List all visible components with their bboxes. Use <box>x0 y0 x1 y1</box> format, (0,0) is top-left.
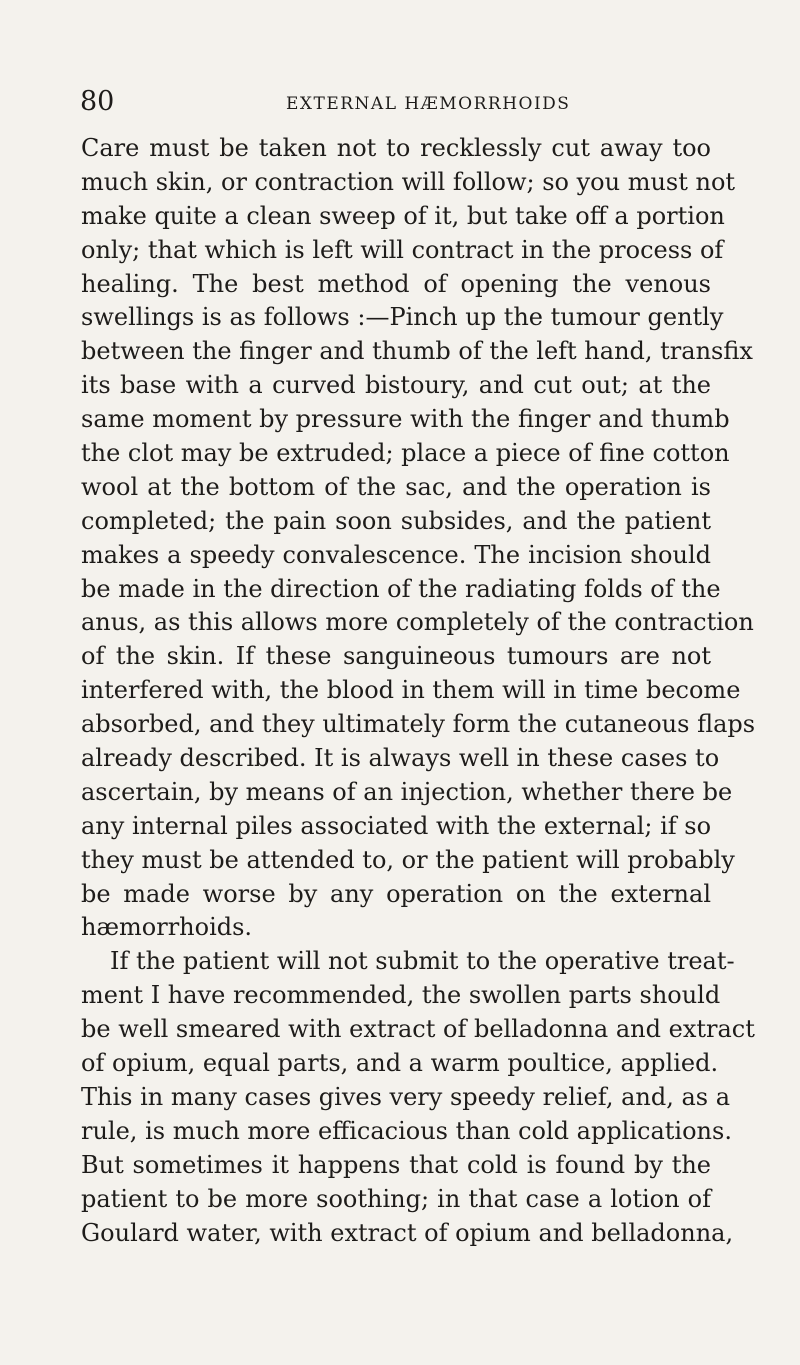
text-line: Care must be taken not to recklessly cut away too <box>81 134 711 162</box>
text-line: same moment by pressure with the finger and thumb <box>81 405 730 434</box>
body-text <box>81 132 756 1250</box>
text-line: any internal piles associated with the external; if so <box>81 811 712 840</box>
text-line: they must be attended to, or the patient will probably <box>81 845 735 874</box>
text-line: its base with a curved bistoury, and cut out; at the <box>81 371 711 400</box>
text-line: healing. The best method of opening the venous <box>81 269 711 298</box>
text-line: But sometimes it happens that cold is found by the <box>81 1150 711 1179</box>
text-line: If the patient will not submit to the operative treat- <box>110 947 735 976</box>
text-line: completed; the pain soon subsides, and the patient <box>81 506 711 535</box>
text-line: patient to be more soothing; in that case a lotion of <box>81 1184 711 1213</box>
text-line: interfered with, the blood in them will in time become <box>81 676 741 705</box>
text-line: anus, as this allows more completely of the contraction <box>81 608 754 637</box>
text-line: make quite a clean sweep of it, but take off a portion <box>81 201 725 230</box>
text-line: Goulard water, with extract of opium and belladonna, <box>81 1218 734 1247</box>
text-line: ment I have recommended, the swollen parts should <box>81 981 721 1010</box>
text-line: much skin, or contraction will follow; so you must not <box>81 167 736 196</box>
text-line: be made worse by any operation on the external <box>81 879 711 908</box>
text-line: ascertain, by means of an injection, whether there be <box>81 777 733 806</box>
text-line: the clot may be extruded; place a piece of fine cotton <box>81 439 730 468</box>
text-line: be made in the direction of the radiating folds of the <box>81 574 721 603</box>
text-line: makes a speedy convalescence. The incision should <box>81 540 711 569</box>
text-line: This in many cases gives very speedy relief, and, as a <box>81 1082 731 1111</box>
page-header <box>80 86 700 120</box>
text-line: of opium, equal parts, and a warm poultice, applied. <box>81 1049 719 1078</box>
text-line: between the finger and thumb of the left hand, transfix <box>81 337 753 366</box>
text-line: only; that which is left will contract in the process of <box>81 235 724 264</box>
text-line: rule, is much more efficacious than cold applications. <box>81 1116 732 1145</box>
text-line: be well smeared with extract of belladonna and extract <box>81 1015 755 1044</box>
text-line: hæmorrhoids. <box>81 913 253 942</box>
page-number: 80 <box>80 86 115 117</box>
text-line: wool at the bottom of the sac, and the operation is <box>81 472 711 501</box>
text-line: of the skin. If these sanguineous tumours are not <box>81 642 711 671</box>
running-head: EXTERNAL HÆMORRHOIDS <box>286 94 571 114</box>
text-line: absorbed, and they ultimately form the cutaneous flaps <box>81 710 756 739</box>
text-line: already described. It is always well in these cases to <box>81 744 720 773</box>
text-line: swellings is as follows :—Pinch up the tumour gently <box>81 303 724 332</box>
